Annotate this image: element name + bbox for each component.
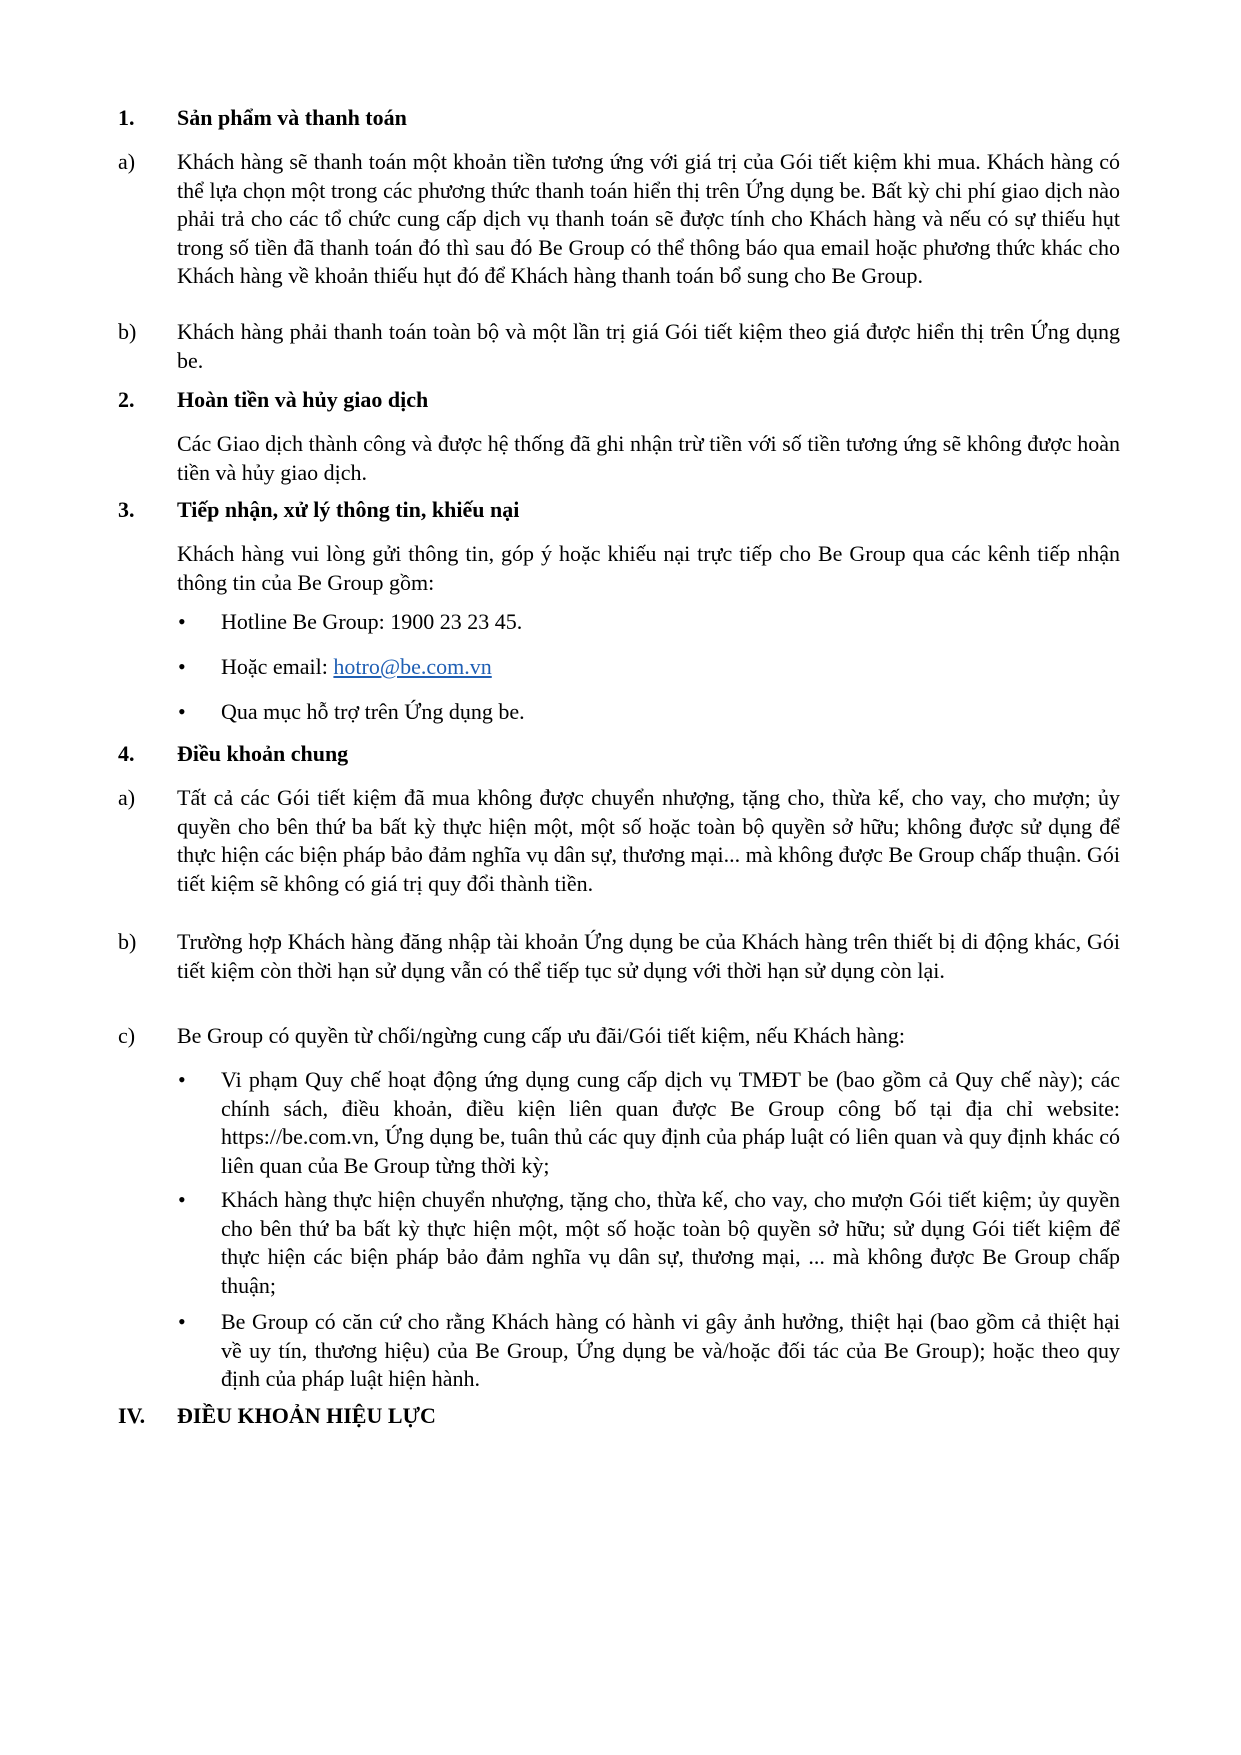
section-number: 2. [118, 387, 135, 412]
section-title: Điều khoản chung [177, 741, 349, 766]
section-number: 4. [118, 741, 135, 766]
section-title: Hoàn tiền và hủy giao dịch [177, 387, 429, 412]
clause-text: Trường hợp Khách hàng đăng nhập tài khoản Ứng dụng be của Khách hàng trên thiết bị di động khác, Gói tiết kiệm còn thời hạn sử dụng vẫn có thể tiếp tục sử dụng với thời hạn sử dụng còn lại. [177, 929, 1120, 983]
app-support-text: Qua mục hỗ trợ trên Ứng dụng be. [221, 699, 525, 724]
bullet-icon: • [178, 699, 186, 724]
section-number: IV. [118, 1403, 146, 1428]
bullet-icon: • [178, 1187, 186, 1212]
clause-text: Tất cả các Gói tiết kiệm đã mua không được chuyển nhượng, tặng cho, thừa kế, cho vay, cho mượn; ủy quyền cho bên thứ ba bất kỳ thực hiện một, một số hoặc toàn bộ quyền sở hữu; không được sử dụng để thực hiện các biện pháp bảo đảm nghĩa vụ dân sự, thương mại... mà không được Be Group chấp thuận. Gói tiết kiệm sẽ không có giá trị quy đổi thành tiền. [177, 785, 1120, 896]
clause-label: b) [118, 319, 137, 344]
bullet-icon: • [178, 1067, 186, 1092]
condition-text: Khách hàng thực hiện chuyển nhượng, tặng cho, thừa kế, cho vay, cho mượn Gói tiết kiệm; ủy quyền cho bên thứ ba bất kỳ thực hiện một, một số hoặc toàn bộ quyền sở hữu; sử dụng Gói tiết kiệm để thực hiện các biện pháp bảo đảm nghĩa vụ dân sự, thương mại, ... mà không được Be Group chấp thuận; [221, 1187, 1120, 1298]
bullet-icon: • [178, 1309, 186, 1334]
clause-label: b) [118, 929, 137, 954]
email-link[interactable]: hotro@be.com.vn [333, 654, 492, 679]
paragraph: Các Giao dịch thành công và được hệ thống đã ghi nhận trừ tiền với số tiền tương ứng sẽ không được hoàn tiền và hủy giao dịch. [177, 431, 1120, 485]
hotline-text: Hotline Be Group: 1900 23 23 45. [221, 609, 523, 634]
clause-text: Khách hàng sẽ thanh toán một khoản tiền tương ứng với giá trị của Gói tiết kiệm khi mua. Khách hàng có thể lựa chọn một trong các phương thức thanh toán hiển thị trên Ứng dụng be. Bất kỳ chi phí giao dịch nào phải trả cho các tổ chức cung cấp dịch vụ thanh toán sẽ được tính cho Khách hàng và nếu có sự thiếu hụt trong số tiền đã thanh toán đó thì sau đó Be Group có thể thông báo qua email hoặc phương thức khác cho Khách hàng về khoản thiếu hụt đó để Khách hàng thanh toán bổ sung cho Be Group. [177, 149, 1120, 288]
bullet-icon: • [178, 654, 186, 679]
section-number: 3. [118, 497, 135, 522]
clause-text: Be Group có quyền từ chối/ngừng cung cấp ưu đãi/Gói tiết kiệm, nếu Khách hàng: [177, 1023, 905, 1048]
section-title: Sản phẩm và thanh toán [177, 105, 407, 130]
clause-label: a) [118, 785, 136, 810]
paragraph: Khách hàng vui lòng gửi thông tin, góp ý hoặc khiếu nại trực tiếp cho Be Group qua các kênh tiếp nhận thông tin của Be Group gồm: [177, 541, 1120, 595]
email-prefix: Hoặc email: [221, 654, 334, 679]
section-number: 1. [118, 105, 135, 130]
email-line [221, 653, 1120, 682]
condition-text: Be Group có căn cứ cho rằng Khách hàng có hành vi gây ảnh hưởng, thiệt hại (bao gồm cả thiệt hại về uy tín, thương hiệu) của Be Group, Ứng dụng be và/hoặc đối tác của Be Group); hoặc theo quy định của pháp luật hiện hành. [221, 1309, 1120, 1391]
bullet-icon: • [178, 609, 186, 634]
condition-text: Vi phạm Quy chế hoạt động ứng dụng cung cấp dịch vụ TMĐT be (bao gồm cả Quy chế này); các chính sách, điều khoản, điều kiện liên quan được Be Group công bố tại địa chỉ website: https://be.com.vn, Ứng dụng be, tuân thủ các quy định của pháp luật có liên quan và quy định khác có liên quan của Be Group từng thời kỳ; [221, 1067, 1120, 1178]
clause-text: Khách hàng phải thanh toán toàn bộ và một lần trị giá Gói tiết kiệm theo giá được hiển thị trên Ứng dụng be. [177, 319, 1120, 373]
clause-label: a) [118, 149, 136, 174]
section-title: ĐIỀU KHOẢN HIỆU LỰC [177, 1403, 436, 1428]
clause-label: c) [118, 1023, 136, 1048]
section-title: Tiếp nhận, xử lý thông tin, khiếu nại [177, 497, 520, 522]
